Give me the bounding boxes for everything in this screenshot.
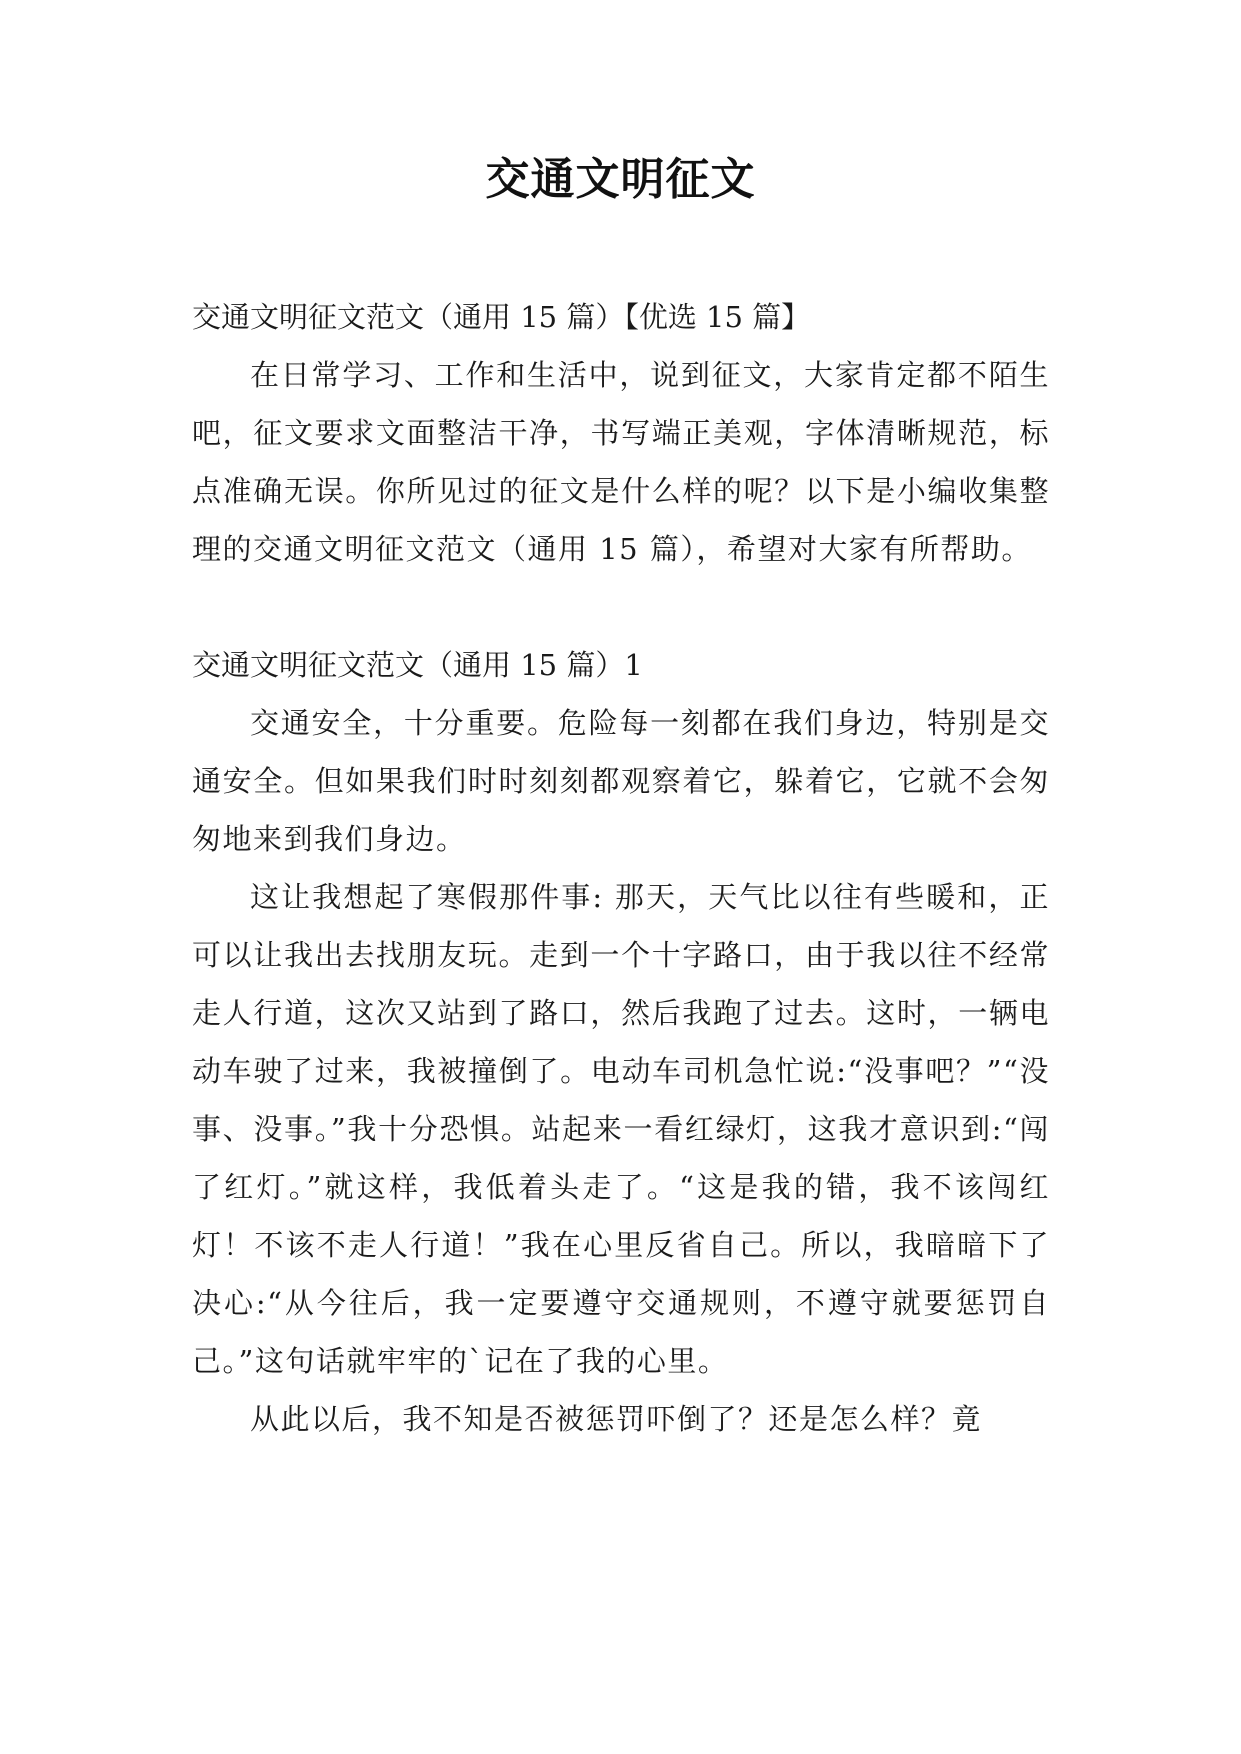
section-spacer — [192, 578, 1050, 636]
intro-paragraph: 在日常学习、工作和生活中，说到征文，大家肯定都不陌生吧，征文要求文面整洁干净，书写端正美观，字体清晰规范，标点准确无误。你所见过的征文是什么样的呢？以下是小编收集整理的交通文明征文范文（通用 15 篇），希望对大家有所帮助。 — [192, 358, 1050, 566]
section-1-paragraph-2: 这让我想起了寒假那件事: 那天，天气比以往有些暖和，正可以让我出去找朋友玩。走到一个十字路口，由于我以往不经常走人行道，这次又站到了路口，然后我跑了过去。这时，一辆电动车驶了过来，我被撞倒了。电动车司机急忙说:“没事吧？”“没事、没事。”我十分恐惧。站起来一看红绿灯，这我才意识到:“闯了红灯。”就这样，我低着头走了。“这是我的错，我不该闯红灯！不该不走人行道！”我在心里反省自己。所以，我暗暗下了决心:“从今往后，我一定要遵守交通规则，不遵守就要惩罚自己。”这句话就牢牢的`记在了我的心里。 — [192, 880, 1050, 1378]
intro-heading: 交通文明征文范文（通用 15 篇）【优选 15 篇】 — [192, 300, 811, 334]
section-1-paragraph-3: 从此以后，我不知是否被惩罚吓倒了？还是怎么样？竟 — [250, 1402, 983, 1436]
document-body — [192, 288, 1050, 1448]
document-title: 交通文明征文 — [485, 154, 756, 205]
section-1-paragraph-1: 交通安全，十分重要。危险每一刻都在我们身边，特别是交通安全。但如果我们时时刻刻都观察着它，躲着它，它就不会匆匆地来到我们身边。 — [192, 706, 1050, 856]
section-1-heading: 交通文明征文范文（通用 15 篇）1 — [192, 648, 643, 682]
